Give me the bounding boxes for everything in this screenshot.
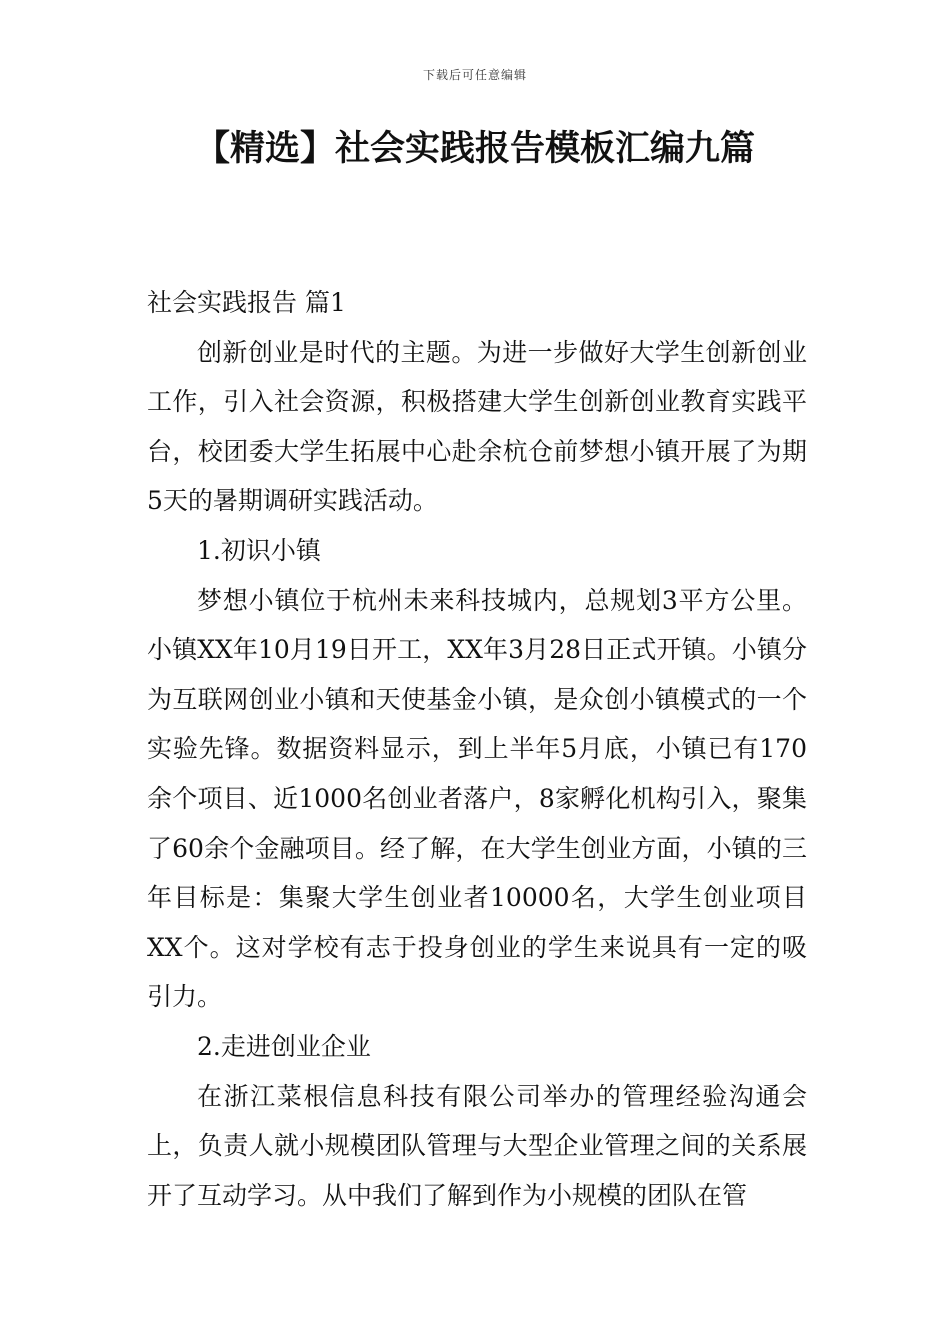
header-note: 下载后可任意编辑 (422, 68, 527, 82)
section-heading: 社会实践报告 篇1 (147, 288, 346, 317)
paragraph-town: 梦想小镇位于杭州未来科技城内，总规划3平方公里。小镇XX年10月19日开工，XX年3月28日正式开镇。小镇分为互联网创业小镇和天使基金小镇，是众创小镇模式的一个实验先锋。数据资料显示，到上半年5月底，小镇已有170余个项目、近1000名创业者落户，8家孵化机构引入，聚集了60余个金融项目。经了解，在大学生创业方面，小镇的三年目标是：集聚大学生创业者10000名，大学生创业项目XX个。这对学校有志于投身创业的学生来说具有一定的吸引力。 (147, 585, 807, 1012)
paragraph-intro: 创新创业是时代的主题。为进一步做好大学生创新创业工作，引入社会资源，积极搭建大学生创新创业教育实践平台，校团委大学生拓展中心赴余杭仓前梦想小镇开展了为期5天的暑期调研实践活动。 (147, 337, 807, 516)
subheading-town: 1.初识小镇 (197, 535, 321, 565)
document-body (147, 278, 807, 1220)
page-title: 【精选】社会实践报告模板汇编九篇 (194, 129, 755, 169)
subheading-enterprise: 2.走进创业企业 (197, 1031, 371, 1061)
paragraph-enterprise: 在浙江菜根信息科技有限公司举办的管理经验沟通会上，负责人就小规模团队管理与大型企业管理之间的关系展开了互动学习。从中我们了解到作为小规模的团队在管 (147, 1081, 807, 1210)
